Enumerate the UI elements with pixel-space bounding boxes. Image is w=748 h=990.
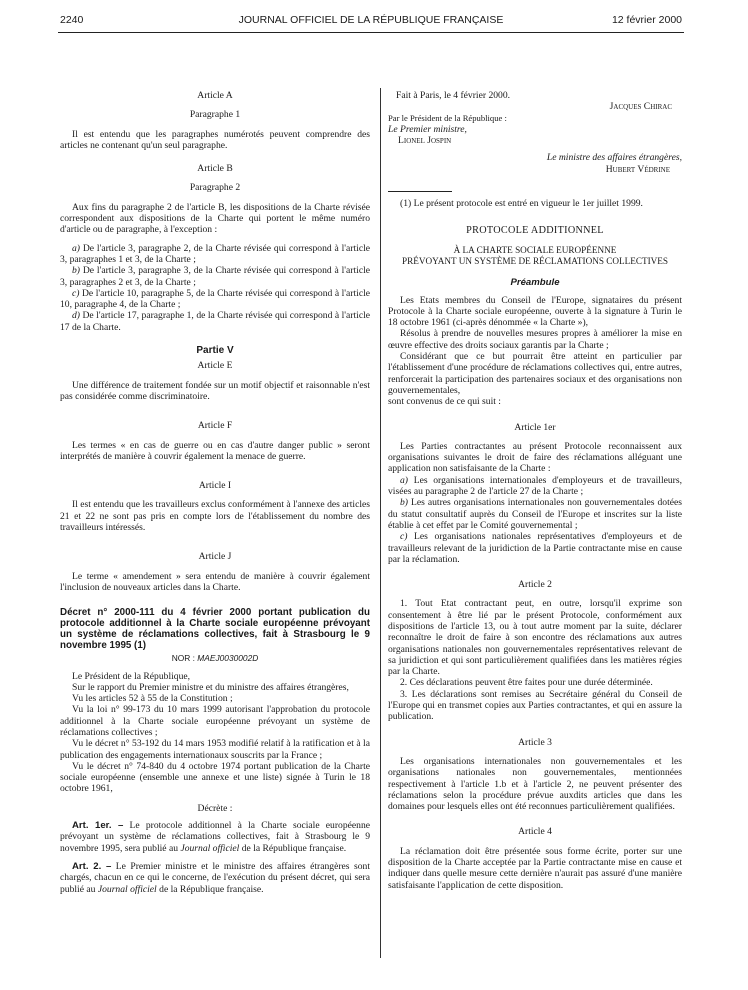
article-f-text: Les termes « en cas de guerre ou en cas d'autre danger public » seront interprétés de manière à couvrir également la menace de guerre. [60, 439, 370, 462]
protocol-article-4-text: La réclamation doit être présentée sous forme écrite, porter sur une disposition de la Charte acceptée par la Partie contractante mise en cause et indiquer dans quelle mesure cette dernière n'aurait pas assuré d'une manière satisfaisante l'application de cette disposition. [388, 845, 682, 891]
list-item-b: b) De l'article 3, paragraphe 3, de la Charte révisée qui correspond à l'article 3, paragraphes 2 et 3, de la Charte ; [60, 265, 371, 288]
rapport-line: Sur le rapport du Premier ministre et du ministre des affaires étrangères, [72, 681, 349, 693]
article-j-heading: Article J [198, 551, 232, 563]
protocol-item-b: b) Les autres organisations internationales non gouvernementales dotées du statut consultatif auprès du Conseil de l'Europe et inscrites sur la liste établie à cet effet par le Comité gouvernemental ; [388, 497, 682, 531]
president-line: Le Président de la République, [72, 670, 191, 682]
article-i-heading: Article I [198, 480, 232, 492]
vu-constitution: Vu les articles 52 à 55 de la Constitution ; [72, 693, 233, 705]
fait-line: Fait à Paris, le 4 février 2000. [396, 90, 511, 101]
protocol-title: PROTOCOLE ADDITIONNEL [466, 225, 604, 237]
column-divider [380, 88, 381, 958]
list-item-c: c) De l'article 10, paragraphe 5, de la Charte révisée qui correspond à l'article 10, paragraphe 4, de la Charte ; [60, 287, 371, 311]
protocol-article-1-intro: Les Parties contractantes au présent Protocole reconnaissent aux organisations suivantes le droit de faire des réclamations alléguant une application non satisfaisante de la Charte : [388, 440, 682, 475]
preamble-para-3: Considérant que ce but pourrait être atteint en particulier par l'établissement d'une procédure de réclamations collectives qui, entre autres, renforcerait la participation des partenaires sociaux et des organisations non gouvernementales, [388, 351, 682, 396]
paragraph-2-heading: Paragraphe 2 [189, 182, 241, 194]
journal-title: JOURNAL OFFICIEL DE LA RÉPUBLIQUE FRANÇAISE [238, 14, 504, 26]
page-header [60, 14, 682, 30]
signatory-jospin: Lionel Jospin [398, 135, 452, 147]
ministre-ae-line: Le ministre des affaires étrangères, [546, 152, 682, 164]
signatory-chirac: Jacques Chirac [609, 101, 672, 113]
protocol-article-2-para-3: 3. Les déclarations sont remises au Secrétaire général du Conseil de l'Europe qui en transmet copies aux Parties contractantes, et qui en assure la publication. [388, 688, 682, 723]
article-a-text: Il est entendu que les paragraphes numérotés peuvent comprendre des articles ne contenant qu'un seul paragraphe. [60, 128, 370, 151]
article-e-heading: Article E [197, 360, 233, 372]
article-b-heading: Article B [197, 163, 233, 175]
protocol-article-2-para-1: 1. Tout Etat contractant peut, en outre, lorsqu'il exprime son consentement à être lié par le présent Protocole, conformément aux dispositions de l'article 13, ou à tout autre moment par la suite, déclarer reconnaître le droit de faire à son encontre des réclamations aux autres organisations nationales non gouvernementales représentatives relevant de sa juridiction et qui sont particulièrement qualifiées dans les matières régies par la Charte. [388, 598, 682, 678]
signatory-vedrine: Hubert Védrine [605, 163, 670, 175]
decree-title: Décret n° 2000-111 du 4 février 2000 portant publication du protocole additionnel à la Charte sociale européenne prévoyant un système de réclamations collectives, fait à Strasbourg le 9 novembre 1995 (1) [60, 607, 370, 652]
preamble-heading: Préambule [510, 277, 560, 289]
decrete-line: Décrète : [197, 802, 233, 814]
protocol-item-a: a) Les organisations internationales d'employeurs et de travailleurs, visées au paragraphe 2 de l'article 27 de la Charte ; [388, 474, 682, 498]
decree-article-2: Art. 2. – Le Premier ministre et le ministre des affaires étrangères sont chargés, chacun en ce qui le concerne, de l'exécution du présent décret, qui sera publié au Journal officiel de la République française. [60, 860, 370, 895]
footnote-rule [388, 191, 452, 192]
decree-article-1: Art. 1er. – Le protocole additionnel à la Charte sociale européenne prévoyant un système de réclamations collectives, fait à Strasbourg le 9 novembre 1995, sera publié au Journal officiel de la République française. [60, 820, 370, 854]
article-f-heading: Article F [197, 420, 233, 432]
preamble-para-2: Résolus à prendre de nouvelles mesures propres à améliorer la mise en œuvre effective des droits sociaux garantis par la Charte ; [388, 328, 682, 351]
protocol-item-c: c) Les organisations nationales représentatives d'employeurs et de travailleurs relevant de la juridiction de la Partie contractante mise en cause par la réclamation. [388, 531, 682, 565]
left-column [60, 90, 370, 895]
protocol-article-3-text: Les organisations internationales non gouvernementales et les organisations nationales non gouvernementales, mentionnées respectivement à l'article 1.b et à l'article 2, ne peuvent présenter des réclamations selon la procédure prévue auxdits articles que dans les domaines pour lesquels elles ont été reconnues particulièrement qualifiées. [388, 755, 682, 813]
paragraph-1-heading: Paragraphe 1 [189, 109, 241, 121]
protocol-article-1-heading: Article 1er [514, 421, 556, 433]
list-item-a: a) De l'article 3, paragraphe 2, de la Charte révisée qui correspond à l'article 3, paragraphes 1 et 3, de la Charte ; [60, 242, 371, 265]
vu-decret-1953: Vu le décret n° 53-192 du 14 mars 1953 modifié relatif à la ratification et à la publication des engagements internationaux souscrits par la France ; [60, 738, 370, 761]
preamble-para-1: Les Etats membres du Conseil de l'Europe, signataires du présent Protocole à la Charte sociale européenne, ouverte à la signature à Turin le 18 octobre 1961 (ci-après dénommée « la Charte »), [388, 294, 682, 329]
protocol-article-4-heading: Article 4 [518, 826, 552, 838]
partie-v-heading: Partie V [196, 345, 234, 357]
par-le-president: Par le Président de la République : [388, 112, 507, 123]
page-number: 2240 [60, 14, 84, 26]
protocol-subtitle-2: PRÉVOYANT UN SYSTÈME DE RÉCLAMATIONS COLLECTIVES [401, 255, 669, 266]
protocol-subtitle-1: À LA CHARTE SOCIALE EUROPÉENNE [453, 244, 617, 255]
header-rule [58, 32, 684, 33]
list-item-d: d) De l'article 17, paragraphe 1, de la Charte révisée qui correspond à l'article 17 de la Charte. [60, 310, 370, 333]
vu-decret-1974: Vu le décret n° 74-840 du 4 octobre 1974 portant publication de la Charte sociale européenne (ensemble une annexe et une liste) signée à Turin le 18 octobre 1961, [60, 760, 370, 795]
article-b-text: Aux fins du paragraphe 2 de l'article B, les dispositions de la Charte révisée correspondent aux dispositions de la Charte qui portent le même numéro d'article ou de paragraphe, à l'exception : [60, 201, 370, 236]
protocol-article-2-para-2: 2. Ces déclarations peuvent être faites pour une durée déterminée. [400, 677, 653, 689]
article-i-text: Il est entendu que les travailleurs exclus conformément à l'annexe des articles 21 et 22 ne sont pas pris en compte lors de l'établissement du nombre des travailleurs intéressés. [60, 499, 370, 534]
article-e-text: Une différence de traitement fondée sur un motif objectif et raisonnable n'est pas considérée comme discriminatoire. [60, 379, 370, 402]
footnote: (1) Le présent protocole est entré en vigueur le 1er juillet 1999. [400, 198, 643, 210]
protocol-article-2-heading: Article 2 [518, 579, 552, 591]
vu-loi: Vu la loi n° 99-173 du 10 mars 1999 autorisant l'approbation du protocole additionnel à la Charte sociale européenne prévoyant un système de réclamations collectives ; [60, 704, 370, 738]
premier-ministre-line: Le Premier ministre, [388, 123, 467, 135]
protocol-article-3-heading: Article 3 [518, 736, 552, 748]
article-j-text: Le terme « amendement » sera entendu de manière à couvrir également l'inclusion de nouveaux articles dans la Charte. [60, 570, 370, 593]
convenus-line: sont convenus de ce qui suit : [388, 396, 501, 408]
issue-date: 12 février 2000 [611, 14, 682, 26]
nor-reference: NOR : MAEJ0030002D [171, 653, 259, 664]
right-column [388, 90, 682, 891]
article-a-heading: Article A [197, 90, 233, 101]
